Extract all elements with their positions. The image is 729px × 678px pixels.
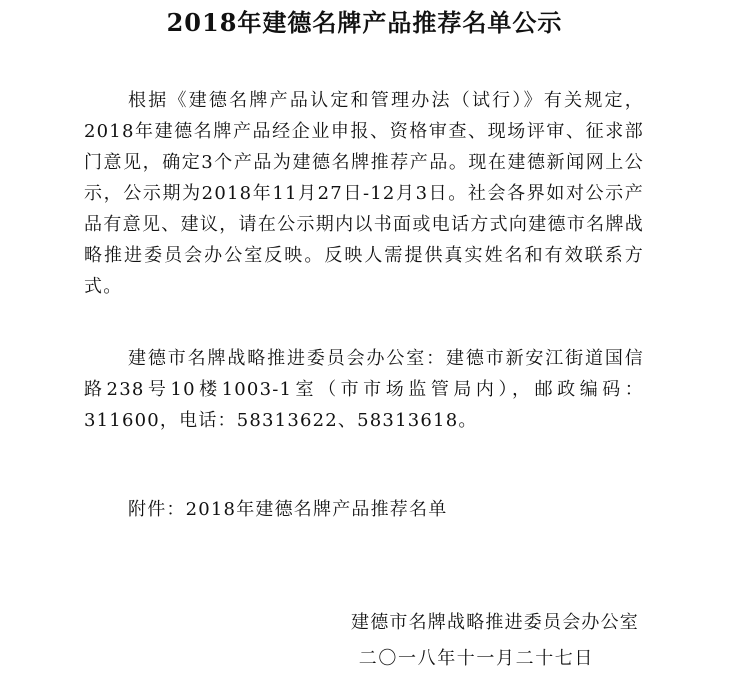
notice-paragraph-main: 根据《建德名牌产品认定和管理办法（试行）》有关规定，2018年建德名牌产品经企业申报、资格审查、现场评审、征求部门意见，确定3个产品为建德名牌推荐产品。现在建德新闻网上公示，公示期为2018年11月27日-12月3日。社会各界如对公示产品有意见、建议，请在公示期内以书面或电话方式向建德市名牌战略推进委员会办公室反映。反映人需提供真实姓名和有效联系方式。 — [84, 90, 644, 297]
document-title: 2018年建德名牌产品推荐名单公示 — [166, 8, 563, 37]
signature-date: 二〇一八年十一月二十七日 — [358, 648, 594, 669]
contact-paragraph: 建德市名牌战略推进委员会办公室：建德市新安江街道国信路238号10楼1003-1室（市市场监管局内），邮政编码：311600，电话：58313622、58313618。 — [84, 348, 644, 431]
attachment-line: 附件：2018年建德名牌产品推荐名单 — [128, 499, 448, 520]
signature-organization: 建德市名牌战略推进委员会办公室 — [351, 612, 639, 633]
